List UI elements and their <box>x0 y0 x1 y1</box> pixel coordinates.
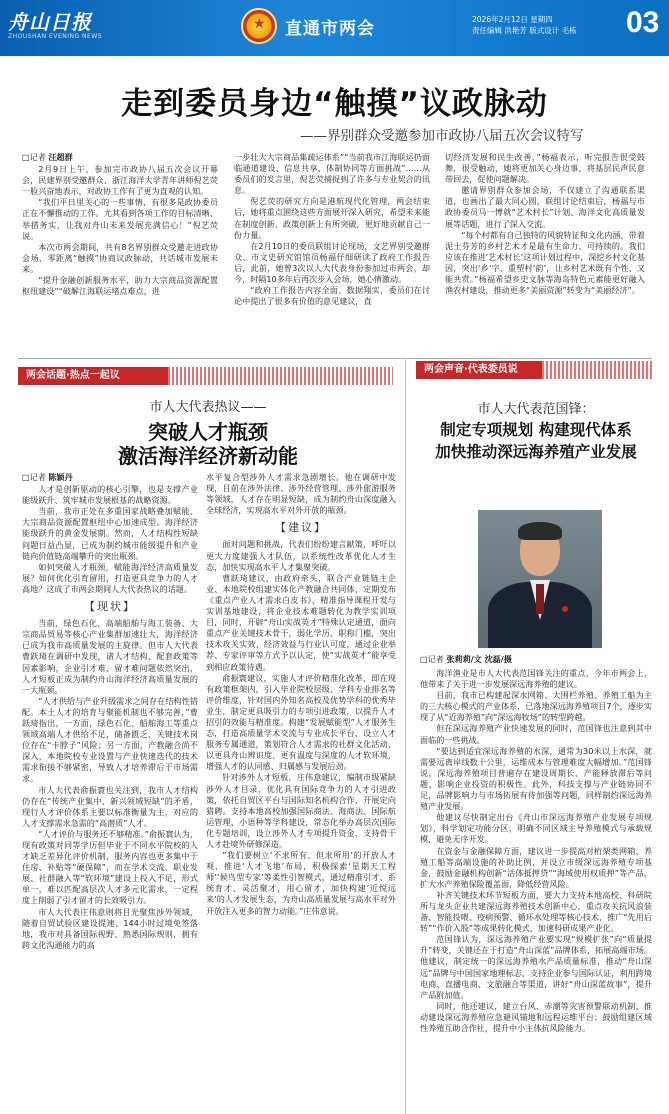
paragraph: 当前，绿色石化、高端船舶与海工装备、大宗商品贸易等核心产业集群加速壮大，海洋经济已成为我市高质量发展的主旋律。但市人大代表曹跃琦在调研中发现，诸人才结构、配套政策等因素影响，企业引才难、留才难问题依然突出，人才短板正成为制约舟山海洋经济高质量发展的一大瓶颈。 <box>22 618 198 695</box>
paragraph: 曹跃琦建议，由政府牵头，联合产业链链主企业、本地院校组建实体化产教融合共同体，定期发布《重点产业人才需求白皮书》，精准指导课程开发与实训基地建设，将企业技术难题转化为教学实训项目，同时，开辟“舟山实战英才”特殊认定通道，面向重点产业关键技术骨干，弱化学历、职称门槛，突出技术攻关实效、经济效益与行业认可度，通过企业举荐、专家评审等方式予以认定，使“实战英才”能享受到相应政策待遇。 <box>206 572 396 672</box>
paragraph: “提升金融创新服务水平，助力大宗商品资源配置枢纽建设”“破解江海联运堵点难点，进 <box>22 275 218 297</box>
paragraph: 目前，我市已构建起深水网箱、大围栏养殖、养殖工船为主的三大核心模式的产业体系，已落地深远海养殖项目7个，逐步实现了从“近海养殖”向“深远海牧场”的转型跨越。 <box>420 690 652 723</box>
photo-badge <box>562 606 568 612</box>
paragraph: 2月9日上午，参加完市政协八届五次会议开幕会，民建界别受邀群众、浙江海洋大学青年讲师倪艺荧一脸兴奋地表示，对政协工作有了更为直观的认知。 <box>22 164 218 197</box>
section-title: 直通市两会 <box>285 19 375 39</box>
portrait-photo <box>478 510 602 648</box>
page-header <box>0 0 669 56</box>
column-divider <box>405 358 406 1114</box>
paragraph: 邀请界别群众参加会场，不仅建立了沟通联系渠道，也画出了最大同心圆，联组讨论结束后，杨福与市政协委员马一博就“艺术村长”计划、海洋文化高质量发展等话题，进行了深入交流。 <box>445 185 645 229</box>
issue-date: 2026年2月12日 星期四 <box>472 15 553 24</box>
paragraph: 水平复合型涉外人才需求急剧增长。他在调研中发现，目前在涉外法律、涉外经营管理、涉外旅游服务等领域，人才存在明显短缺，成为制约舟山深度融入全球经济，实现高水平对外开放的瓶颈。 <box>206 472 396 516</box>
lead-column-1 <box>22 152 218 297</box>
paragraph: “要达到适宜深远海养殖的水深，通常为30米以上水深，就需要远离岸线数十公里，运维成本与管理难度大幅增加。”范国锋说，深远海养殖项目普遍存在建设周期长、产能释放滞后等问题，影响企业投资的积极性。此外，科技支撑与产业链协同不足，品牌影响力与市场拓展有待加强等问题，同样制约深远海养殖产业发展。 <box>420 745 652 812</box>
lead-column-2 <box>234 152 430 307</box>
subsection-heading-status: 【现状】 <box>84 600 136 614</box>
caption-label: □记者 <box>420 654 444 664</box>
left-article-title-line1: 突破人才瓶颈 <box>148 420 268 444</box>
left-article-column-1 <box>22 472 198 951</box>
paragraph: 补齐关键技术环节短板方面，要大力支持本地高校、科研院所与龙头企业共建深远海养殖技术创新中心，重点攻关抗风浪装备、智能投喂、疫病预警、循环水处理等核心技术，推广“先用后转”“作价入股”等成果转化模式，加速科研成果产业化。 <box>420 889 652 934</box>
paragraph: “人才供给与产业升级需求之间存在结构性错配。本土人才的培育与聚能机制也不够完善，”曹跃琦指出，一方面，绿色石化、船舶海工等重点领域高端人才供给不足，储备匮乏，关键技术岗位存在“卡脖子”风险；另一方面，产教融合尚不深入，本地院校专业设置与产业快速迭代的技术需求衔接不够紧密，导致人才培养滞后于市场需求。 <box>22 695 198 784</box>
paragraph: “我们要树立‘不求所有、但求所用’的开放人才观，推进‘人才飞地’布局，积极探索‘星期天工程师’‘候鸟型专家’等柔性引智模式，通过精准引才、系统育才、灵活聚才，用心留才，加快构建‘近悦远来’的人才发展生态，为舟山高质量发展与高水平对外开放注入更多的智力动能。”庄伟意说。 <box>206 850 396 916</box>
right-article-kicker: 市人大代表范国锋： <box>477 402 595 417</box>
paragraph: 本次市两会期间，共有8名界别群众受邀走进政协会场，零距离“触摸”协商议政脉动，共话城市发展未来。 <box>22 241 218 274</box>
page-number: 03 <box>626 6 660 39</box>
paragraph: “人才评价与服务还不够精准。”俞振寰认为，现有政策对同等学历但毕业于不同水平院校的人才缺乏差异化评价机制，服务内容也更多集中于住房、补贴等“硬保障”，而在学术交流、职业发展、社群融入等“软环境”建设上投入不足，形式单一，难以匹配高层次人才多元化需求，一定程度上削弱了引才留才的长效吸引力。 <box>22 828 198 906</box>
lead-headline: 走到委员身边“触摸”议政脉动 <box>121 86 548 122</box>
paragraph: “我们平日里关心的一些事情，有很多是政协委员正在不懈推动的工作。尤其看到各项工作的目标清晰、举措务实，让我对舟山未来发展充满信心！”倪艺荧说。 <box>22 197 218 241</box>
right-article-body <box>420 668 652 1034</box>
byline-label: □记者 <box>22 152 46 162</box>
lead-column-3 <box>445 152 645 296</box>
paragraph: 面对问题和挑战，代表们纷纷建言献策，呼吁以更大力度建强人才队伍，以系统性改革优化人才生态，加快实现高水平人才集聚突破。 <box>206 539 396 572</box>
paragraph: 市人大代表俞振寰也关注到，我市人才结构仍存在“传统产业集中、新兴领域短缺”的矛盾，现行人才评价体系主要以标准衡量为主，对应的人才支撑需求急需的“高潜质”人才。 <box>22 784 198 828</box>
paragraph: 在资金与金融保障方面，建议进一步提高对桁架类网箱、养殖工船等高端设施的补助比例，并设立市级深远海养殖专项基金，鼓励金融机构创新“活体抵押贷”“海域使用权质押”等产品，扩大水产养殖保险覆盖面，降低经营风险。 <box>420 845 652 889</box>
paragraph: 俞振寰建议，实施人才评价精准化改革，即在现有政策框架内，引入毕业院校层级、学科专业排名等评价维度，针对国内外知名高校及优势学科的优秀毕业生，制定更具吸引力的专项引进政策，以提升人才招引的效能与精准度。构建“发展赋能型”人才服务生态，打造高质量学术交流与专业成长平台，设立人才服务专属通道，策划符合人才需求的社群文化活动，以更具舟山辨识度、更有温度与深度的人才软环境，增强人才的认同感、归属感与发展后劲。 <box>206 672 396 772</box>
paragraph: 市人大代表庄伟意则将目光聚焦涉外领域，随着自贸试验区建设提速、144小时过境免签落地，我市对具备国际视野、熟悉国际规则，拥有跨文化沟通能力的高 <box>22 906 198 950</box>
left-section-banner: 两会话题·热点一起议 <box>18 367 168 385</box>
photo-tie <box>536 584 544 614</box>
left-article-column-2 <box>206 472 396 917</box>
photo-hair <box>518 522 562 540</box>
paragraph: 海洋渔业是市人大代表范国锋关注的重点，今年市两会上，他带来了关于进一步发展深远海养殖的建议。 <box>420 668 652 690</box>
byline-label: □记者 <box>22 472 46 482</box>
page-info <box>472 14 577 36</box>
paragraph: 在2月10日的委员联组讨论现场，文艺界别受邀群众、市文史研究馆馆员杨福仔细研读了政府工作报告后，此前，她曾3次以人大代表身份参加过市两会，却今，时隔10多年后再次步入会场，她心情激动。 <box>234 240 430 285</box>
paragraph: 如何突破人才瓶颈，赋能海洋经济高质量发展？如何优化引育留用，打造更具竞争力的人才高地？这成了市两会期间人大代表热议的话题。 <box>22 561 198 594</box>
paragraph: “每个村都有自己独特的风貌特征和文化内涵，带着泥土芬芳的乡村艺术才是最有生命力、可持续的。我们应该在推进‘艺术村长’这项计划过程中，深挖乡村文化基因，突出‘乡’字、重塑村‘韵’，让乡村艺术既有个性、又能共赏。”杨福希望乡史文脉等海岛特色元素能更好融入渔农村建设，推动更多“美丽资源”转变为“美丽经济”。 <box>445 229 645 296</box>
banner-decoration <box>168 367 393 385</box>
paragraph: 针对涉外人才短板，庄伟意建议，编制市级紧缺涉外人才目录，优化具有国际竞争力的人才引进政策，依托自贸区平台与国际知名机构合作，开展定向猎聘。支持本地高校加强国际商法、海商法、国际航运管理、小语种等学科建设，常态化举办高层次国际化专题培训，设立涉外人才专项提升资金，支持骨干人才赴境外研修深造。 <box>206 772 396 849</box>
caption-names: 张莉莉/文 沈磊/摄 <box>446 654 512 664</box>
left-article-kicker: 市人大代表热议—— <box>149 400 267 415</box>
right-section-banner: 两会声音·代表委员说 <box>416 361 542 379</box>
newspaper-logo: 舟山日报 <box>8 10 92 34</box>
paragraph: 同时，他还建议，建立台风、赤潮等灾害预警联动机制，推动建设深远海养殖应急避风锚地和远程运维平台；鼓励组建区域性养殖互助合作社，提升中小主体抗风险能力。 <box>420 1000 652 1033</box>
byline-name: 汪超群 <box>48 152 73 162</box>
paragraph: 切经济发展和民生改善，”杨福表示，听完报告很受鼓舞，很受触动，她将更加关心身边事，将基层民声民意带回去，促使问题解决。 <box>445 152 645 185</box>
photo-caption <box>420 654 512 665</box>
newspaper-logo-subtitle: ZHOUSHAN EVENING NEWS <box>8 33 103 40</box>
paragraph: 范国锋认为，深远海养殖产业要实现“规模扩张”向“质量提升”转变，关键还在于打造“舟山深蓝”品牌体系，拓展高端市场。他建议，制定统一的深远海养殖水产品质量标准，推动“舟山深远”品牌与中国国家地理标志，支持企业参与国际认证，利用跨境电商、直播电商、文旅融合等渠道，讲好“舟山深蓝故事”，提升产品附加值。 <box>420 934 652 1000</box>
paragraph: 一步壮大大宗商品集疏运体系”“当前我市江海联运仍面临通道建设、信息共享、体制协同等方面挑战”……从委员们的发言里，倪艺荧捕捉到了许多与专业契合的讯息。 <box>234 152 430 196</box>
right-article-title-line1: 制定专项规划 构建现代体系 <box>440 421 632 439</box>
paragraph: 当前，我市正处在多重国家战略叠加赋能、大宗商品资源配置枢纽中心加速成型、海洋经济能级跃升的黄金发展期。然而，人才结构性短缺问题日益凸显，已成为制约城市能级提升和产业链向价值链高端攀升的突出瓶颈。 <box>22 506 198 561</box>
paragraph: 但在深远海养殖产业快速发展的同时，范国锋也注意到其中面临的一些挑战。 <box>420 723 652 745</box>
paragraph: 人才是创新驱动的核心引擎，也是支撑产业能级跃升、筑牢城市发展根基的战略资源。 <box>22 484 198 506</box>
byline-name: 陈颖丹 <box>48 472 73 482</box>
subsection-heading-suggestion: 【建议】 <box>275 521 327 535</box>
paragraph: 倪艺荧的研究方向是港航现代化管理，两会结束后，她将重点围绕这些方面展开深入研究，希望未来能在制度创新、政策创新上有所突破，更好地贡献自己一份力量。 <box>234 196 430 240</box>
paragraph: 他建议尽快制定出台《舟山市深远海养殖产业发展专项规划》，科学划定功能分区，明确不同区域主导养殖模式与承载规模，避免无序开发。 <box>420 812 652 845</box>
lead-subheadline: ——界别群众受邀参加市政协八届五次会议特写 <box>300 128 584 144</box>
section-divider <box>18 358 652 359</box>
banner-decoration <box>542 361 652 379</box>
lead-byline <box>22 152 218 163</box>
cppcc-emblem-icon: ★ <box>241 8 277 44</box>
editor-credits: 责任编辑 洪艳芳 版式设计 毛栋 <box>472 26 577 35</box>
left-byline <box>22 472 198 483</box>
paragraph: “政府工作报告内容全面、数据翔实，委员们在讨论中提出了很多有价值的意见建议，直 <box>234 285 430 307</box>
right-article-title-line2: 加快推动深远海养殖产业发展 <box>435 443 637 461</box>
left-article-title-line2: 激活海洋经济新动能 <box>118 444 298 468</box>
